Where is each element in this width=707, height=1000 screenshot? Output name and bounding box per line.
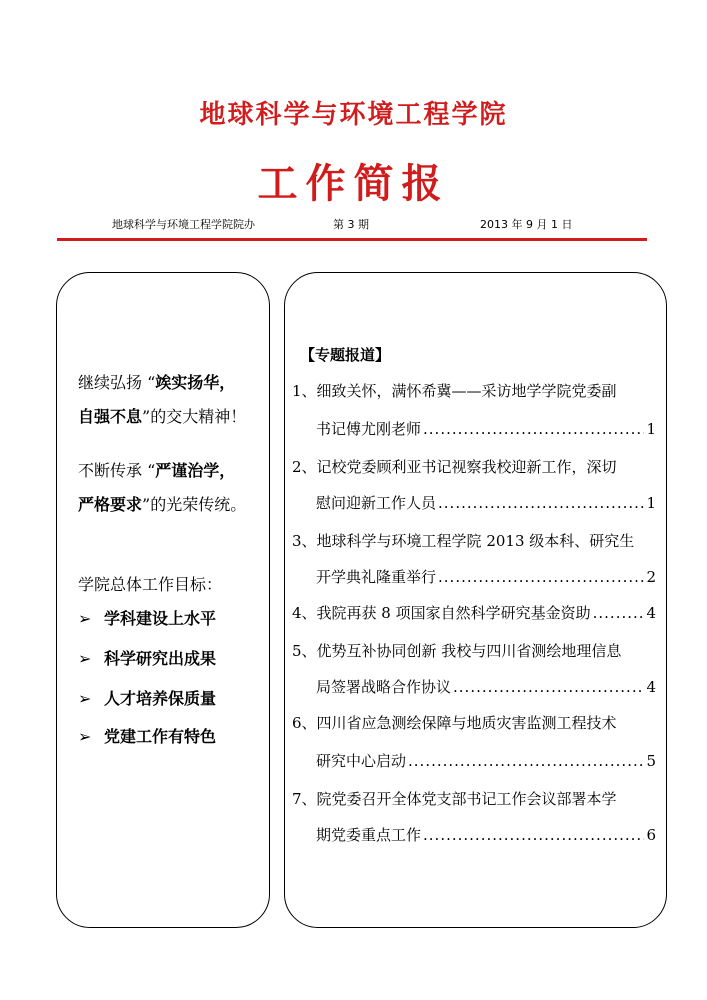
issuing-office: 地球科学与环境工程学院院办	[112, 218, 255, 231]
goal-item: ➢ 党建工作有特色	[78, 727, 217, 746]
bulletin-title: 工作简报	[257, 160, 450, 207]
toc-item-2-line1[interactable]: 2、记校党委顾利亚书记视察我校迎新工作，深切	[292, 458, 617, 476]
arrow-bullet-icon: ➢	[78, 649, 92, 668]
goals-title: 学院总体工作目标：	[78, 575, 223, 594]
toc-page-number: 5	[646, 752, 656, 770]
goal-item: ➢ 科学研究出成果	[78, 649, 217, 668]
dot-leader	[408, 752, 644, 770]
arrow-bullet-icon: ➢	[78, 609, 92, 628]
goal-item: ➢ 学科建设上水平	[78, 609, 217, 628]
toc-page-number: 1	[646, 420, 656, 438]
header-divider	[57, 238, 647, 241]
dot-leader	[423, 420, 644, 438]
dot-leader	[438, 494, 644, 512]
toc-item-6-line2[interactable]: 研究中心启动 ..... 5	[316, 750, 656, 771]
toc-heading: 【专题报道】	[300, 346, 391, 364]
toc-item-7-line2[interactable]: 期党委重点工作 ..... 6	[316, 824, 656, 845]
toc-page-number: 6	[646, 826, 656, 844]
toc-item-7-line1[interactable]: 7、院党委召开全体党支部书记工作会议部署本学	[292, 790, 617, 808]
issue-number: 第 3 期	[333, 218, 369, 231]
toc-item-3-line1[interactable]: 3、地球科学与环境工程学院 2013 级本科、研究生	[292, 532, 635, 550]
toc-item-1-line2[interactable]: 书记傅尤刚老师 ..... 1	[316, 418, 656, 439]
toc-item-6-line1[interactable]: 6、四川省应急测绘保障与地质灾害监测工程技术	[292, 714, 617, 732]
arrow-bullet-icon: ➢	[78, 727, 92, 746]
toc-item-1-line1[interactable]: 1、细致关怀，满怀希冀——采访地学学院党委副	[292, 382, 617, 400]
toc-item-2-line2[interactable]: 慰问迎新工作人员 ..... 1	[316, 492, 656, 513]
toc-item-5-line1[interactable]: 5、优势互补协同创新 我校与四川省测绘地理信息	[292, 642, 622, 660]
toc-item-5-line2[interactable]: 局签署战略合作协议 ..... 4	[316, 676, 656, 697]
toc-page-number: 4	[646, 678, 656, 696]
toc-item-4[interactable]: 4、我院再获 8 项国家自然科学研究基金资助 ..... 4	[292, 602, 656, 623]
school-title: 地球科学与环境工程学院	[199, 100, 508, 130]
toc-page-number: 2	[646, 568, 656, 586]
issue-date: 2013 年 9 月 1 日	[480, 218, 573, 231]
tradition-line-2: 严格要求”的光荣传统。	[78, 495, 247, 514]
dot-leader	[438, 568, 644, 586]
dot-leader	[453, 678, 644, 696]
spirit-line-2: 自强不息”的交大精神！	[78, 407, 247, 426]
spirit-line-1: 继续弘扬 “竢实扬华，	[78, 373, 236, 392]
toc-page-number: 1	[646, 494, 656, 512]
dot-leader	[423, 826, 644, 844]
toc-page-number: 4	[646, 604, 656, 622]
dot-leader	[593, 604, 645, 622]
goal-item: ➢ 人才培养保质量	[78, 689, 217, 708]
toc-item-3-line2[interactable]: 开学典礼隆重举行 ..... 2	[316, 566, 656, 587]
tradition-line-1: 不断传承 “严谨治学，	[78, 461, 236, 480]
arrow-bullet-icon: ➢	[78, 689, 92, 708]
